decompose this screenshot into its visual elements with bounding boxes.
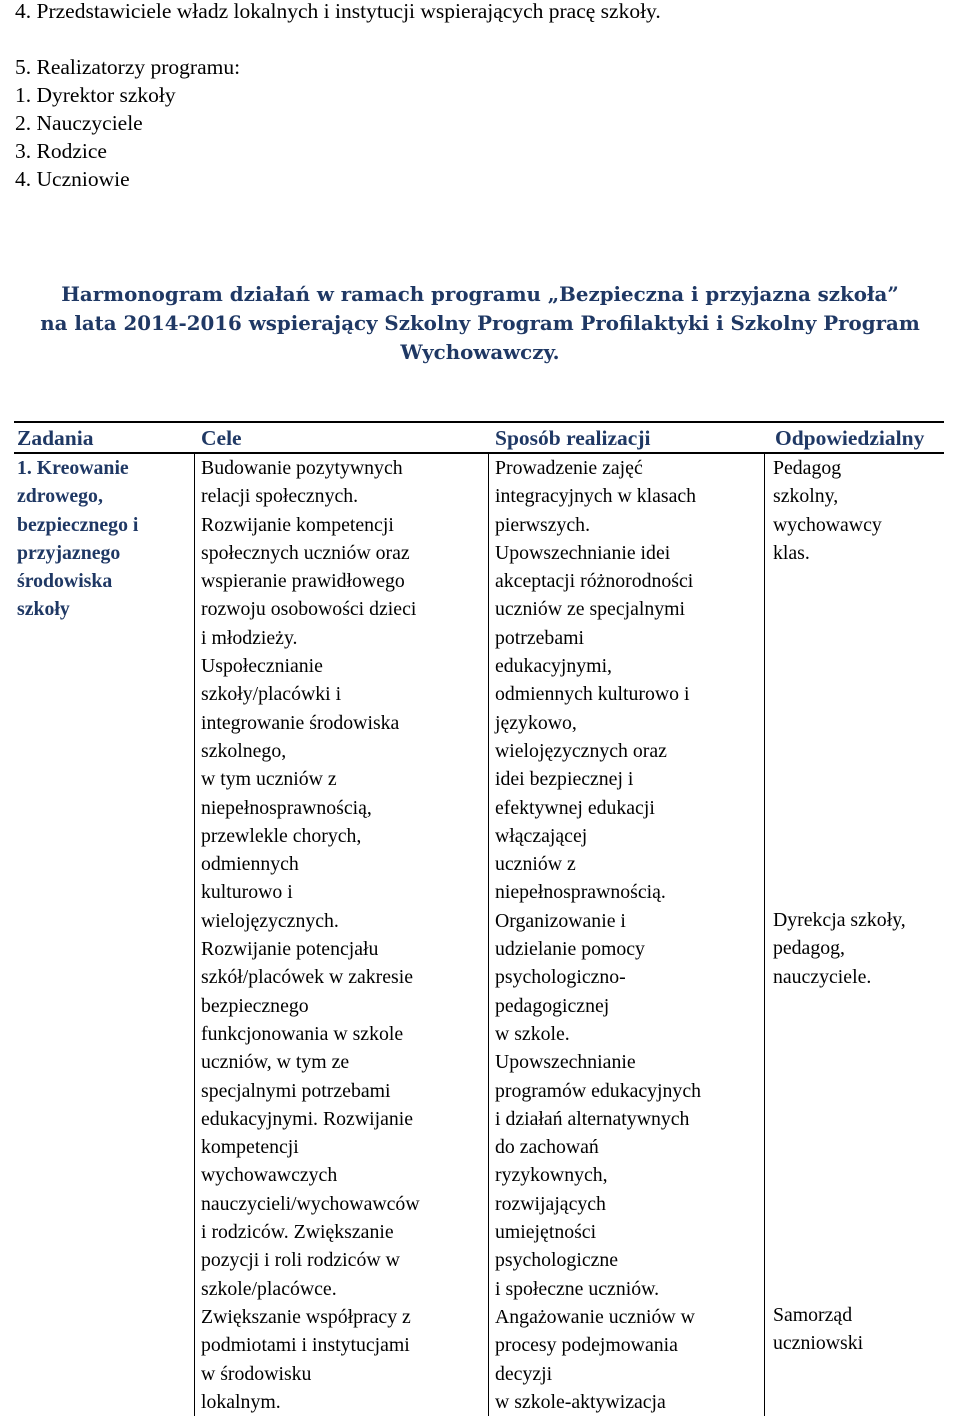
realizer-item-1: 1. Dyrektor szkoły (15, 83, 176, 107)
realizers-title: 5. Realizatorzy programu: (15, 55, 241, 79)
column-divider-3 (764, 453, 765, 1416)
responsible-block-2: Dyrekcja szkoły, pedagog, nauczyciele. (773, 909, 906, 988)
header-sposob-realizacji: Sposób realizacji (495, 426, 651, 450)
goals-cell: Budowanie pozytywnych relacji społecznych. Rozwijanie kompetencji społecznych uczniów oraz wspieranie prawidłowego rozwoju osobowości dzieci i młodzieży. Uspołecznianie szkoły/placówki i integrowanie środowiska szkolnego, w tym uczniów z niepełnosprawnością, przewlekle chorych, odmiennych kulturowo i wielojęzycznych. Rozwijanie potencjału szkół/placówek w zakresie bezpiecznego funkcjonowania w szkole uczniów, w tym ze specjalnymi potrzebami edukacyjnymi. Rozwijanie kompetencji wychowawczych nauczycieli/wychowawców i rodziców. Zwiększanie pozycji i roli rodziców w szkole/placówce. Zwiększanie współpracy z podmiotami i instytucjami w środowisku lokalnym. (201, 457, 420, 1413)
task-cell: 1. Kreowanie zdrowego, bezpiecznego i przyjaznego środowiska szkoły (17, 457, 139, 621)
column-divider-1 (194, 453, 195, 1416)
realizer-item-4: 4. Uczniowie (15, 167, 130, 191)
heading-line-1: Harmonogram działań w ramach programu „Bezpieczna i przyjazna szkoła” (61, 282, 899, 306)
responsible-block-3: Samorząd uczniowski (773, 1304, 864, 1355)
column-divider-2 (488, 453, 489, 1416)
realizer-item-2: 2. Nauczyciele (15, 111, 143, 135)
header-odpowiedzialny: Odpowiedzialny (775, 426, 925, 450)
heading-line-2: na lata 2014-2016 wspierający Szkolny Program Profilaktyki i Szkolny Program (40, 311, 920, 335)
responsible-block-1: Pedagog szkolny, wychowawcy klas. (773, 457, 882, 564)
intro-item-4: 4. Przedstawiciele władz lokalnych i instytucji wspierających pracę szkoły. (15, 0, 661, 23)
methods-cell: Prowadzenie zajęć integracyjnych w klasach pierwszych. Upowszechnianie idei akceptacji różnorodności uczniów ze specjalnymi potrzebami edukacyjnymi, odmiennych kulturowo i językowo, wielojęzycznych oraz idei bezpiecznej i efektywnej edukacji włączającej uczniów z niepełnosprawnością. Organizowanie i udzielanie pomocy psychologiczno- pedagogicznej w szkole. Upowszechnianie programów edukacyjnych i działań alternatywnych do zachowań ryzykownych, rozwijających umiejętności psychologiczne i społeczne uczniów. Angażowanie uczniów w procesy podejmowania decyzji w szkole-aktywizacja (495, 457, 701, 1413)
realizer-item-3: 3. Rodzice (15, 139, 107, 163)
header-cele: Cele (201, 426, 242, 450)
schedule-heading (0, 280, 960, 367)
heading-line-3: Wychowawczy. (400, 340, 560, 364)
table-top-rule (14, 421, 944, 423)
header-zadania: Zadania (17, 426, 94, 450)
